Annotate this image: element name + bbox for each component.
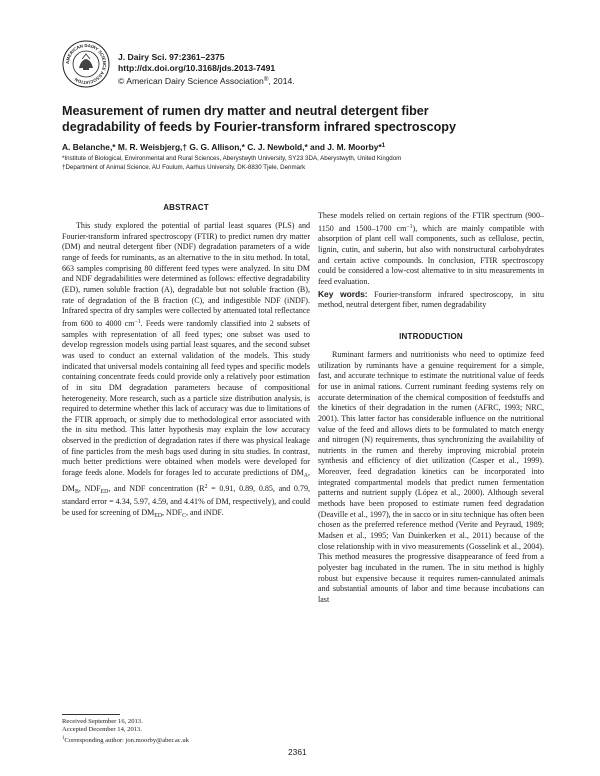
corresponding-mark: 1 [62,735,65,741]
accepted-date: Accepted December 14, 2013. [62,726,143,734]
journal-header [118,52,295,87]
affiliations [62,155,401,172]
abstract-continuation: These models relied on certain regions of the FTIR spectrum (900–1150 and 1500–1700 $cm^{-1}$), which are mainly compatible with absorption of plant cell wall components, such as cellulose, pectin, lignin, cutin, and suberin, but also with nonstructural carbohydrates and certain active compounds. In conclusion, FTIR spectroscopy could be considered a low-cost alternative to in situ measurements in feed evaluation. [318,211,544,286]
received-date: Received September 16, 2013. [62,718,143,725]
affiliation-2: †Department of Animal Science, AU Foulum, Aarhus University, DK-8830 Tjele, Denmark [62,163,306,171]
authors-text: A. Belanche,* M. R. Weisbjerg,† G. G. Allison,* C. J. Newbold,* and J. M. Moorby* [62,142,382,152]
copyright-year: , 2014. [268,76,295,86]
abstract-paragraph: This study explored the potential of partial least squares (PLS) and Fourier-transform infrared spectroscopy (FTIR) to predict rumen dry matter (DM) and neutral detergent fiber (NDF) degradation parameters of a wide range of feeds for ruminants, as an alternative to the in situ method. In total, 663 samples comprising 80 different feed types were analyzed. In situ DM and NDF degradabilities were determined as follows: effective degradability (ED), rumen soluble fraction (A), degradable but not soluble fraction (B), rate of degradation of the B fraction (C), and indigestible NDF (iNDF). Infrared spectra of dry samples were collected by attenuated total reflectance from 600 to 4000 $cm^{-1}$. Feeds were randomly classified into 2 subsets of samples with representation of all feed types; one subset was used to develop regression models using partial least squares, and the second subset was used to conduct an external validation of the models. This study indicated that universal models containing all feed types and specific models containing concentrate feeds could provide only a relatively poor estimation of in situ DM degradation parameters because of compositional heterogeneity. More research, such as a particle size distribution analysis, is required to determine whether this lack of accuracy was due to limitations of the FTIR approach, or simply due to methodological error associated with the in situ method. This latter hypothesis may explain the low accuracy observed in the prediction of degradation rates if there was physical leakage of fine particles from the mesh bags used during in situ studies. In contrast, much better predictions were obtained when models were developed for forage feeds alone. Models for forages led to accurate predictions of $DM_A$, $DM_B$, $NDF_{ED}$, and NDF concentration ($R^2 = 0.91$, 0.89, 0.85, and 0.79, standard error = 4.34, 5.97, 4.59, and 4.41% of DM, respectively), and could be used for screening of $DM_{ED}$, $NDF_C$, and iNDF. [62,221,310,520]
corresponding-author [62,735,189,745]
affiliation-1: *Institute of Biological, Environmental and Rural Sciences, Aberystwyth University, SY23 3DA, Aberystwyth, United Kingdom [62,155,402,162]
seal-ring-text: AMERICAN DAIRY SCIENCE ASSOCIATION [64,42,108,86]
keywords-label: Key words: [318,288,368,299]
registered-mark: ® [263,76,269,83]
journal-citation: J. Dairy Sci. 97:2361–2375 [118,52,225,62]
adsa-seal-logo [62,40,110,88]
introduction-heading: INTRODUCTION [399,331,463,341]
article-title [62,103,542,135]
corresponding-author-mark: 1 [381,143,386,149]
title-line-2: degradability of feeds by Fourier-transform infrared spectroscopy [62,120,456,134]
keywords-text: Fourier-transform infrared spectroscopy, in situ method, neutral detergent fiber, rumen degradability [318,289,544,310]
right-column [318,211,544,606]
keywords [318,289,544,311]
author-list [62,142,385,152]
footnotes [62,718,189,745]
page-number: 2361 [288,747,307,757]
copyright-text: © American Dairy Science Association [118,76,264,86]
footnote-rule [62,714,120,715]
title-line-1: Measurement of rumen dry matter and neutral detergent fiber [62,104,429,118]
copyright-line [118,74,295,87]
introduction-paragraph: Ruminant farmers and nutritionists who need to optimize feed utilization by ruminants have a genuine requirement for a simple, fast, and accurate technique to estimate the nutritional value of feeds for use in animal rations. Current ruminant feeding systems rely on accurate determination of the chemical composition of feedstuffs and the kinetics of their degradation in the rumen (AFRC, 1993; NRC, 2001). This latter factor has considerable influence on the nutritional value of the feed and allows diets to be formulated to match energy and nitrogen (N) requirements, thus synchronizing the availability of nutrients in the rumen and thereby improving microbial protein synthesis and efficiency of diet utilization (Casper et al., 1999). Moreover, feed degradation kinetics can be incorporated into integrated compartmental models that predict rumen fermentation patterns and nutrient supply (López et al., 2000). Although several methods have been proposed to estimate rumen feed degradation (Deaville et al., 1997), the in sacco or in situ technique has often been chosen as the preferred reference method (Verite and Peyraud, 1989; Madsen et al., 1995; Van Duinkerken et al., 2011) because of the close relationship with in vivo measurements (Gosselink et al., 2004). This method measures the progressive disappearance of feed from a polyester bag incubated in the rumen. The in situ method is highly robust but expensive because it requires rumen-cannulated animals and substantial amounts of labor and time because incubations can last [318,349,544,604]
doi-link[interactable]: http://dx.doi.org/10.3168/jds.2013-7491 [118,63,276,73]
left-column [62,203,310,522]
abstract-heading: ABSTRACT [163,203,209,212]
corresponding-email[interactable]: Corresponding author: jon.moorby@aber.ac.uk [64,736,189,744]
